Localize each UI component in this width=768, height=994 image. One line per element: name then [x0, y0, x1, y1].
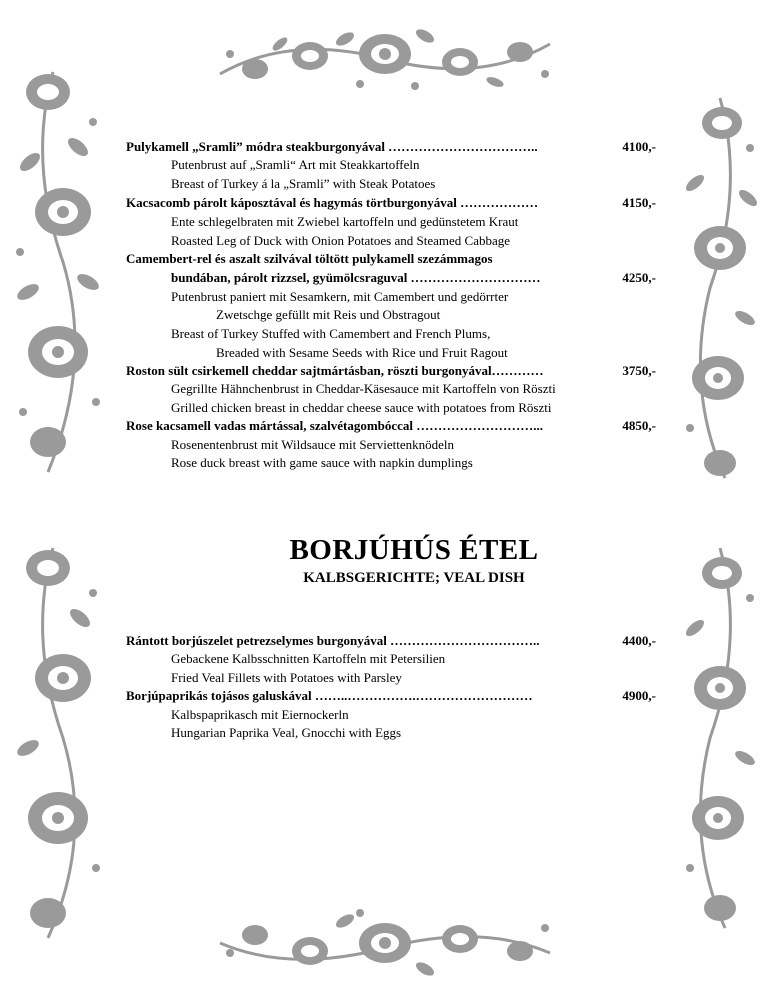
dish-description-de: Ente schlegelbraten mit Zwiebel kartoffeln und gedünstetem Kraut	[171, 214, 519, 229]
menu-item-name	[126, 417, 656, 435]
dish-price: 4250,-	[622, 270, 656, 285]
dish-name: Pulykamell „Sramli” módra steakburgonyával ……………………………..	[126, 139, 538, 154]
dish-description-en-line2: Breaded with Sesame Seeds with Rice und Fruit Ragout	[216, 345, 508, 360]
dish-description-de: Putenbrust paniert mit Sesamkern, mit Camembert und gedörrter	[171, 289, 509, 304]
floral-ornament-icon	[200, 893, 570, 983]
dish-description-de: Gegrillte Hähnchenbrust in Cheddar-Käsesauce mit Kartoffeln von Röszti	[171, 381, 556, 396]
floral-ornament-icon	[200, 14, 570, 104]
menu-item-name	[126, 250, 656, 268]
floral-ornament-icon	[8, 62, 108, 482]
dish-description-en: Hungarian Paprika Veal, Gnocchi with Eggs	[171, 725, 402, 740]
floral-ornament-icon	[680, 538, 762, 938]
dish-name: Rose kacsamell vadas mártással, szalvétagombóccal ………………………...	[126, 418, 544, 433]
dish-description-en: Rose duck breast with game sauce with napkin dumplings	[171, 455, 473, 470]
dish-price: 4400,-	[622, 633, 656, 648]
dish-description-de: Rosenentenbrust mit Wildsauce mit Serviettenknödeln	[171, 437, 455, 452]
dish-description-en: Grilled chicken breast in cheddar cheese sauce with potatoes from Röszti	[171, 400, 552, 415]
dish-description-de: Gebackene Kalbsschnitten Kartoffeln mit Petersilien	[171, 651, 446, 666]
menu-item-name	[126, 194, 656, 212]
menu-item-name	[126, 632, 656, 650]
dish-description-en: Breast of Turkey á la „Sramli” with Steak Potatoes	[171, 176, 436, 191]
dish-description-en: Fried Veal Fillets with Potatoes with Parsley	[171, 670, 402, 685]
dish-description-en: Breast of Turkey Stuffed with Camembert and French Plums,	[171, 326, 491, 341]
floral-border-right-bottom	[680, 538, 762, 938]
dish-name: Roston sült csirkemell cheddar sajtmártásban, röszti burgonyával…………	[126, 363, 544, 378]
dish-description-en: Roasted Leg of Duck with Onion Potatoes and Steamed Cabbage	[171, 233, 511, 248]
floral-border-right-top	[680, 88, 762, 488]
menu-item-name	[126, 687, 656, 705]
dish-price: 4100,-	[622, 139, 656, 154]
dish-name-line2: bundában, párolt rizzsel, gyümölcsraguval …………………………	[171, 270, 541, 285]
dish-price: 4850,-	[622, 418, 656, 433]
floral-border-left-bottom	[8, 538, 108, 948]
dish-description-de: Putenbrust auf „Sramli“ Art mit Steakkartoffeln	[171, 157, 420, 172]
floral-ornament-icon	[8, 538, 108, 948]
menu-item-name	[126, 362, 656, 380]
dish-price: 4150,-	[622, 195, 656, 210]
dish-description-de: Kalbspaprikasch mit Eiernockerln	[171, 707, 349, 722]
dish-description-de-line2: Zwetschge gefüllt mit Reis und Obstragout	[216, 307, 441, 322]
menu-item-name	[126, 138, 656, 156]
section-title: BORJÚHÚS ÉTEL	[289, 534, 539, 566]
dish-name: Borjúpaprikás tojásos galuskával ……..…………….………………………	[126, 688, 533, 703]
dish-name: Rántott borjúszelet petrezselymes burgonyával ……………………………..	[126, 633, 540, 648]
floral-border-top	[200, 14, 570, 104]
floral-border-left-top	[8, 62, 108, 482]
floral-ornament-icon	[680, 88, 762, 488]
section-subtitle: KALBSGERICHTE; VEAL DISH	[303, 570, 525, 586]
dish-price: 4900,-	[622, 688, 656, 703]
floral-border-bottom	[200, 893, 570, 983]
dish-name: Kacsacomb párolt káposztával és hagymás törtburgonyával ………………	[126, 195, 539, 210]
menu-item-price-row	[126, 269, 656, 287]
dish-name: Camembert-rel és aszalt szilvával töltött pulykamell szezámmagos	[126, 251, 493, 266]
dish-price: 3750,-	[622, 363, 656, 378]
